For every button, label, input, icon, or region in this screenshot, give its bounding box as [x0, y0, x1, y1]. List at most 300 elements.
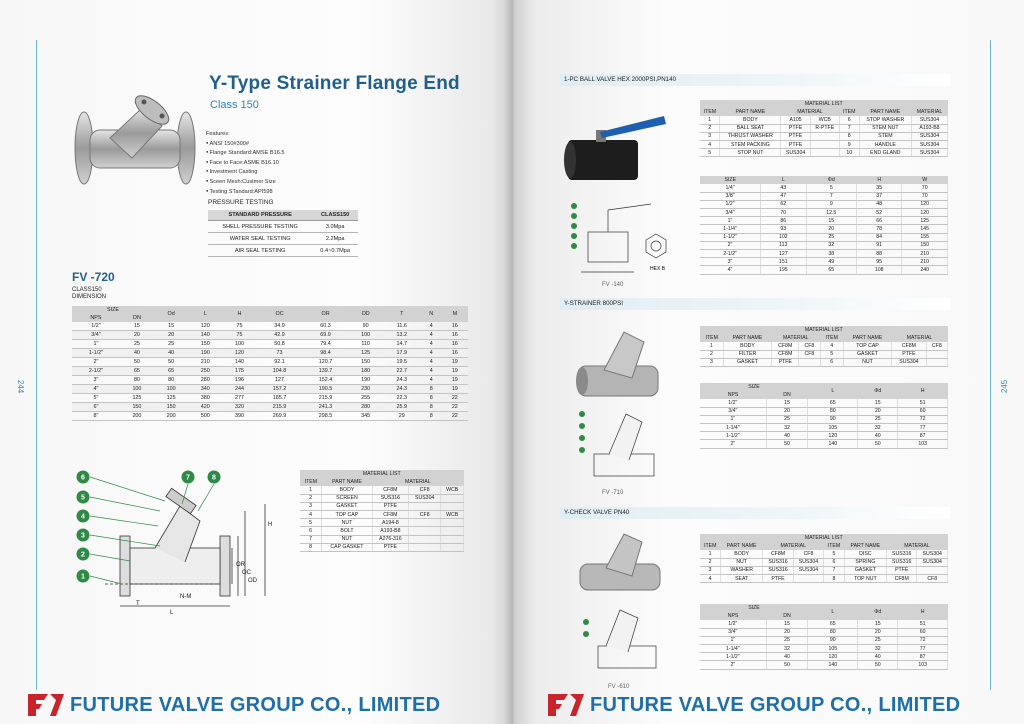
table-cell: SPRING [844, 558, 886, 566]
table-cell: 15 [120, 322, 154, 331]
table-row [700, 399, 948, 407]
table-cell: 15 [858, 399, 898, 407]
table-header: PART NAME [721, 542, 763, 550]
table-row [700, 266, 948, 274]
page-number: 245 [1000, 379, 1010, 394]
table-cell: 4 [700, 575, 721, 583]
table-cell: SUS304 [911, 141, 947, 149]
table-cell: CF8 [917, 575, 948, 583]
table-cell: HANDLE [859, 141, 911, 149]
company-logo [546, 690, 586, 718]
table-cell: SUS304 [911, 116, 947, 124]
table-row [300, 494, 464, 502]
table-cell: 72 [898, 636, 948, 644]
table-cell: THRUST WASHER [720, 132, 781, 140]
table-cell: 20 [806, 225, 856, 233]
table-cell: 2 [700, 558, 721, 566]
table-cell: SHELL PRESSURE TESTING [208, 221, 312, 233]
table-cell: 19 [442, 385, 468, 394]
table-row [72, 331, 468, 340]
table-row [72, 367, 468, 376]
table-cell: 5 [300, 519, 322, 527]
table-cell: 11.6 [383, 322, 421, 331]
table-cell: 0.4~0.7Mpa [312, 245, 358, 257]
table-cell: 105 [808, 424, 858, 432]
feature-item: ● Testing STandard:API598 [206, 187, 284, 197]
table-row [700, 149, 948, 157]
table-cell: 40 [766, 432, 808, 440]
table-cell [409, 527, 441, 535]
table-header: W [902, 176, 948, 184]
table-cell: 98.4 [303, 349, 349, 358]
table-cell: 3/4" [72, 331, 120, 340]
table-cell: 42.9 [257, 331, 303, 340]
material-list-y-strainer [700, 326, 948, 367]
dimension-table-y-check-valve [700, 604, 948, 670]
table-cell: 380 [188, 394, 222, 403]
table-cell: PTFE [781, 124, 811, 132]
table-cell: BODY [720, 116, 781, 124]
table-cell: CF8M [772, 350, 799, 358]
table-row [72, 322, 468, 331]
table-cell: 24.3 [383, 385, 421, 394]
table-cell [810, 132, 839, 140]
table-cell: STEM [859, 132, 911, 140]
table-row [72, 412, 468, 421]
table-cell: 69.9 [303, 331, 349, 340]
table-cell: 151 [761, 258, 807, 266]
table-cell: STOP NUT [720, 149, 781, 157]
table-cell: 280 [349, 403, 383, 412]
table-cell: SUS316 [763, 558, 793, 566]
table-cell [441, 519, 464, 527]
table-cell [926, 350, 947, 358]
table-cell: 43 [761, 184, 807, 192]
table-header: SIZE [700, 176, 761, 184]
callout-number: 8 [212, 474, 216, 482]
size-header: SIZE [700, 604, 808, 612]
table-cell: 103 [898, 661, 948, 669]
table-cell: 90 [808, 636, 858, 644]
table-cell: 120 [808, 432, 858, 440]
table-cell: 8 [300, 543, 322, 551]
table-header: M [442, 306, 468, 322]
table-row [700, 653, 948, 661]
table-cell: 80 [808, 407, 858, 415]
y-check-valve-drawing [576, 602, 666, 682]
table-cell: 50 [766, 440, 808, 448]
table-cell: 60 [898, 407, 948, 415]
table-cell: PTFE [886, 566, 916, 574]
dim-label-od: OD [248, 578, 257, 584]
table-cell: 1/2" [72, 322, 120, 331]
table-header: OD [349, 306, 383, 322]
table-cell: 240 [902, 266, 948, 274]
table-cell: 9 [806, 200, 856, 208]
table-cell: 80 [154, 376, 188, 385]
table-row [300, 502, 464, 510]
table-cell: 4 [700, 141, 720, 149]
table-cell: WASHER [721, 566, 763, 574]
table-cell: 1" [700, 217, 761, 225]
table-cell: A193-B8 [372, 527, 408, 535]
table-row [72, 349, 468, 358]
table-header: PART NAME [844, 542, 886, 550]
table-cell: CF8M [772, 342, 799, 350]
table-cell: 1-1/4" [700, 225, 761, 233]
table-cell: CF8 [926, 342, 947, 350]
table-header: MATERIAL [892, 334, 948, 342]
table-cell: SUS304 [917, 550, 948, 558]
table-cell [793, 575, 823, 583]
table-cell: 1 [700, 550, 721, 558]
table-cell: WCB [810, 116, 839, 124]
table-cell [409, 502, 441, 510]
table-cell: SUS304 [793, 566, 823, 574]
table-row [700, 575, 948, 583]
table-cell: 120 [808, 653, 858, 661]
table-row [208, 221, 358, 233]
table-row [700, 358, 948, 366]
table-cell: 10 [839, 149, 859, 157]
table-header: NPS [700, 612, 766, 620]
table-cell: 3/8" [700, 192, 761, 200]
table-cell: 150 [902, 241, 948, 249]
table-row [72, 340, 468, 349]
table-cell: 200 [120, 412, 154, 421]
table-row [700, 424, 948, 432]
table-cell: 1" [72, 340, 120, 349]
right-page [514, 0, 1024, 724]
table-cell: 25.9 [383, 403, 421, 412]
table-cell [441, 494, 464, 502]
table-cell [810, 141, 839, 149]
table-row [700, 550, 948, 558]
table-cell: 20 [766, 628, 808, 636]
table-row [72, 376, 468, 385]
table-header: Φd [858, 383, 898, 399]
table-header: N [421, 306, 442, 322]
table-title: MATERIAL LIST [300, 470, 464, 478]
table-cell: 190.5 [303, 385, 349, 394]
table-cell [409, 519, 441, 527]
table-cell: 2" [700, 661, 766, 669]
table-header: ITEM [839, 108, 859, 116]
table-cell: 51 [898, 620, 948, 628]
table-cell: 22 [442, 412, 468, 421]
table-cell: 32 [858, 424, 898, 432]
table-row [700, 217, 948, 225]
dim-label-t: T [136, 601, 140, 607]
table-row [700, 192, 948, 200]
table-cell: CF8M [886, 575, 916, 583]
table-header: ITEM [700, 108, 720, 116]
table-cell: TOP NUT [844, 575, 886, 583]
table-cell: 22.7 [383, 367, 421, 376]
table-cell: 32 [858, 645, 898, 653]
table-cell [441, 535, 464, 543]
table-cell: 22 [442, 403, 468, 412]
y-check-valve-photo [576, 528, 666, 596]
dimension-table-ball-valve [700, 176, 948, 275]
table-row [700, 407, 948, 415]
table-cell: FILTER [723, 350, 771, 358]
table-row [300, 486, 464, 494]
table-cell: 37 [856, 192, 902, 200]
table-header: MATERIAL [772, 334, 820, 342]
table-header: ITEM [820, 334, 843, 342]
table-cell: WCB [441, 486, 464, 494]
table-header: DN [766, 612, 808, 620]
table-row [700, 225, 948, 233]
y-strainer-800psi-photo [574, 322, 664, 402]
table-cell: SUS304 [911, 149, 947, 157]
table-cell: 3/4" [700, 407, 766, 415]
table-cell: 1-1/2" [700, 653, 766, 661]
table-cell: 100 [154, 385, 188, 394]
table-cell: 2" [700, 440, 766, 448]
table-cell: 17.9 [383, 349, 421, 358]
table-cell: 14.7 [383, 340, 421, 349]
table-cell: BOLT [322, 527, 372, 535]
table-row [700, 440, 948, 448]
table-cell: 50 [766, 661, 808, 669]
table-cell: 3" [700, 258, 761, 266]
table-cell: 8 [824, 575, 845, 583]
table-cell: GASKET [843, 350, 891, 358]
table-cell: 79.4 [303, 340, 349, 349]
table-cell: 105 [808, 645, 858, 653]
table-cell: 4 [421, 358, 442, 367]
table-cell: 60.3 [303, 322, 349, 331]
material-list-y-check-valve [700, 534, 948, 583]
table-cell: 1-1/2" [700, 432, 766, 440]
y-strainer-800psi-drawing [574, 404, 664, 484]
table-cell: END GLAND [859, 149, 911, 157]
table-cell: 185.7 [257, 394, 303, 403]
table-cell: 140 [808, 440, 858, 448]
table-cell: 2.2Mpa [312, 233, 358, 245]
table-cell: 87 [898, 432, 948, 440]
table-cell: 95 [856, 258, 902, 266]
table-cell: BODY [322, 486, 372, 494]
table-cell: GASKET [723, 358, 771, 366]
table-cell [409, 535, 441, 543]
table-cell: 244 [222, 385, 256, 394]
table-row [700, 620, 948, 628]
table-cell: 3 [700, 358, 723, 366]
table-cell: 5 [820, 350, 843, 358]
features-heading: Features: [206, 131, 230, 137]
table-header: H [898, 383, 948, 399]
table-cell: PTFE [372, 502, 408, 510]
table-cell: 1 [700, 116, 720, 124]
table-cell: 125 [154, 394, 188, 403]
table-row [300, 519, 464, 527]
table-cell [810, 149, 839, 157]
table-cell: 20 [120, 331, 154, 340]
table-cell: AIR SEAL TESTING [208, 245, 312, 257]
table-cell: 150 [120, 403, 154, 412]
table-cell: 16 [442, 349, 468, 358]
table-cell: CF8 [409, 486, 441, 494]
table-cell: 91 [856, 241, 902, 249]
table-cell: 75 [222, 322, 256, 331]
table-cell: 175 [222, 367, 256, 376]
table-cell [926, 358, 947, 366]
table-header: NPS [72, 314, 120, 322]
table-cell: 145 [902, 225, 948, 233]
table-cell: 84 [856, 233, 902, 241]
table-cell: SUS304 [917, 558, 948, 566]
table-cell: 88 [856, 250, 902, 258]
table-cell: 298.5 [303, 412, 349, 421]
table-cell: 50 [154, 358, 188, 367]
table-cell: 13.2 [383, 331, 421, 340]
table-cell: 6 [300, 527, 322, 535]
table-cell: 8 [421, 394, 442, 403]
table-header: PART NAME [859, 108, 911, 116]
page-subtitle: Class 150 [210, 99, 259, 111]
table-cell: 34.9 [257, 322, 303, 331]
table-row [208, 233, 358, 245]
table-cell: PTFE [372, 543, 408, 551]
table-cell: 100 [222, 340, 256, 349]
table-row [700, 132, 948, 140]
model-caption: FV -710 [602, 490, 624, 496]
feature-item: ● Face to Face:ASME B16.10 [206, 158, 284, 168]
table-cell: PTFE [763, 575, 793, 583]
table-cell: 90 [808, 415, 858, 423]
callout-number: 5 [81, 494, 85, 502]
table-header: Φd [806, 176, 856, 184]
table-cell: TOP CAP [322, 511, 372, 519]
table-cell: 4 [421, 340, 442, 349]
table-row [72, 403, 468, 412]
table-cell [441, 502, 464, 510]
table-cell: 52 [856, 209, 902, 217]
table-cell: 4" [700, 266, 761, 274]
table-cell: BODY [721, 550, 763, 558]
table-row [72, 385, 468, 394]
table-cell: NUT [322, 519, 372, 527]
table-row [72, 394, 468, 403]
table-cell: 200 [154, 412, 188, 421]
table-cell: 3 [700, 566, 721, 574]
table-cell: 19.5 [383, 358, 421, 367]
table-cell: 2" [700, 241, 761, 249]
table-cell: 29 [383, 412, 421, 421]
table-row [700, 200, 948, 208]
table-cell: 1/2" [700, 399, 766, 407]
table-cell: 25 [154, 340, 188, 349]
table-cell: 1/2" [700, 620, 766, 628]
table-cell: 7 [300, 535, 322, 543]
table-cell [441, 527, 464, 535]
table-cell: 25 [806, 233, 856, 241]
table-cell: 40 [154, 349, 188, 358]
table-cell: 40 [858, 653, 898, 661]
table-cell: 15 [154, 322, 188, 331]
table-row [700, 124, 948, 132]
table-cell: 6 [839, 116, 859, 124]
table-cell: 1-1/2" [72, 349, 120, 358]
table-cell: 1-1/2" [700, 233, 761, 241]
ball-valve-photo [560, 108, 670, 188]
table-cell: STOP WASHER [859, 116, 911, 124]
table-row [700, 645, 948, 653]
table-cell: 140 [188, 331, 222, 340]
table-cell: 40 [120, 349, 154, 358]
table-cell: 8 [421, 412, 442, 421]
table-cell: 4 [421, 322, 442, 331]
table-cell: 210 [902, 250, 948, 258]
table-cell: SUS316 [763, 566, 793, 574]
table-cell: 80 [808, 628, 858, 636]
y-strainer-section-drawing [70, 466, 280, 616]
table-cell: 49 [806, 258, 856, 266]
table-header: H [856, 176, 902, 184]
feature-item: ● Sceen Mesh:Custmer Size [206, 177, 284, 187]
table-header: Od [154, 306, 188, 322]
table-cell: 15 [806, 217, 856, 225]
table-row [300, 527, 464, 535]
table-header: PART NAME [723, 334, 771, 342]
table-cell: 3" [72, 376, 120, 385]
callout-number: 6 [81, 474, 85, 482]
table-header: CLASS150 [312, 210, 358, 221]
table-cell: 320 [222, 403, 256, 412]
table-cell: 22.3 [383, 394, 421, 403]
table-cell: CF8 [409, 511, 441, 519]
table-cell: 86 [761, 217, 807, 225]
table-cell: 8 [421, 385, 442, 394]
table-cell: WATER SEAL TESTING [208, 233, 312, 245]
table-cell: 4 [421, 349, 442, 358]
table-cell: 4" [72, 385, 120, 394]
table-cell: 16 [442, 340, 468, 349]
table-cell: 210 [188, 358, 222, 367]
table-header: PART NAME [843, 334, 891, 342]
table-header: PART NAME [720, 108, 781, 116]
table-row [700, 415, 948, 423]
table-header: H [222, 306, 256, 322]
table-cell: 280 [188, 376, 222, 385]
callout-number: 4 [81, 513, 85, 521]
company-logo [26, 690, 66, 718]
table-cell: 87 [898, 653, 948, 661]
table-cell: 15 [858, 620, 898, 628]
table-cell: 8 [839, 132, 859, 140]
table-cell: 2-1/2" [700, 250, 761, 258]
table-cell: 77 [898, 424, 948, 432]
table-cell: STEM PACKING [720, 141, 781, 149]
page-number: 244 [16, 379, 26, 394]
pressure-testing-label: PRESSURE TESTING [208, 199, 274, 206]
table-cell: 157.2 [257, 385, 303, 394]
table-row [700, 636, 948, 644]
table-row [700, 432, 948, 440]
table-cell: 8" [72, 412, 120, 421]
table-cell: 5 [700, 149, 720, 157]
table-cell [799, 358, 820, 366]
table-cell: 72 [898, 415, 948, 423]
dim-label-l: L [170, 610, 174, 616]
table-cell: PTFE [781, 132, 811, 140]
table-cell: NUT [843, 358, 891, 366]
table-cell: 103 [898, 440, 948, 448]
table-cell: 60 [898, 628, 948, 636]
